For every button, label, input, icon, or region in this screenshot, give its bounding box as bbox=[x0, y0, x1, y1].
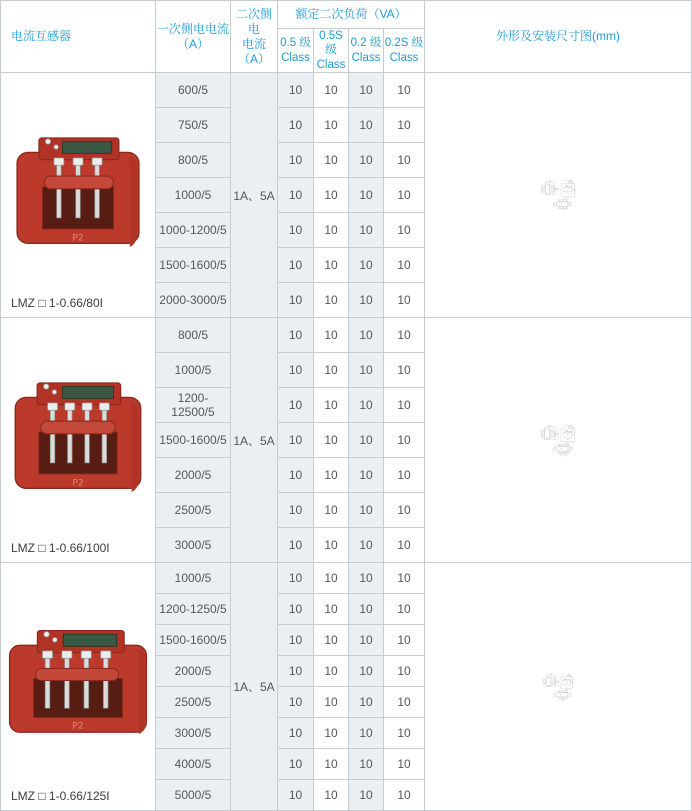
svg-text:10: 10 bbox=[564, 198, 566, 200]
load-cell: 10 bbox=[314, 563, 349, 594]
load-cell: 10 bbox=[349, 248, 384, 283]
load-cell: 10 bbox=[278, 594, 314, 625]
photo-terminal-label: P2 bbox=[72, 720, 83, 731]
load-cell: 10 bbox=[278, 718, 314, 749]
load-cell: 10 bbox=[278, 656, 314, 687]
header-class-05: 0.5 级 Class bbox=[278, 29, 314, 73]
load-cell: 10 bbox=[314, 594, 349, 625]
svg-text:74: 74 bbox=[556, 433, 558, 435]
svg-text:72: 72 bbox=[549, 179, 551, 181]
svg-text:112: 112 bbox=[550, 673, 552, 675]
svg-text:185: 185 bbox=[566, 689, 568, 691]
load-cell: 10 bbox=[349, 493, 384, 528]
svg-text:69: 69 bbox=[549, 426, 551, 428]
model-name: LMZ □ 1-0.66/125I bbox=[11, 789, 110, 803]
load-cell: 10 bbox=[384, 388, 425, 423]
ct-photo-4screw bbox=[7, 352, 149, 502]
primary-cell: 2000-3000/5 bbox=[156, 283, 231, 318]
load-cell: 10 bbox=[314, 656, 349, 687]
load-cell: 10 bbox=[349, 178, 384, 213]
svg-text:2.5: 2.5 bbox=[553, 696, 555, 698]
primary-cell: 4000/5 bbox=[156, 749, 231, 780]
load-cell: 10 bbox=[349, 423, 384, 458]
load-cell: 10 bbox=[349, 528, 384, 563]
load-cell: 10 bbox=[349, 353, 384, 388]
primary-cell: 1000/5 bbox=[156, 563, 231, 594]
top-view bbox=[552, 444, 572, 456]
primary-cell: 5000/5 bbox=[156, 780, 231, 811]
load-cell: 10 bbox=[278, 73, 314, 108]
svg-text:11: 11 bbox=[571, 186, 573, 188]
svg-text:12.5: 12.5 bbox=[572, 181, 574, 184]
svg-text:80: 80 bbox=[567, 189, 569, 191]
load-cell: 10 bbox=[278, 213, 314, 248]
header-primary-line1: 一次侧电电流 bbox=[156, 22, 230, 37]
photo-terminal-label: P2 bbox=[72, 479, 83, 489]
svg-text:54: 54 bbox=[556, 680, 558, 682]
primary-cell: 3000/5 bbox=[156, 528, 231, 563]
product-cell-80 bbox=[1, 73, 156, 318]
secondary-cell: 1A、5A bbox=[231, 73, 278, 318]
load-cell: 10 bbox=[314, 749, 349, 780]
svg-text:77: 77 bbox=[564, 673, 566, 675]
load-cell: 10 bbox=[349, 656, 384, 687]
load-cell: 10 bbox=[278, 625, 314, 656]
load-cell: 10 bbox=[384, 594, 425, 625]
svg-text:23.5: 23.5 bbox=[568, 673, 570, 675]
load-cell: 10 bbox=[349, 73, 384, 108]
load-cell: 10 bbox=[384, 213, 425, 248]
top-view bbox=[553, 690, 571, 701]
svg-text:23.5: 23.5 bbox=[569, 425, 572, 427]
svg-text:43: 43 bbox=[562, 209, 564, 211]
svg-text:83: 83 bbox=[567, 193, 569, 195]
load-cell: 10 bbox=[314, 718, 349, 749]
product-cell-100 bbox=[1, 318, 156, 563]
ct-photo-wide bbox=[4, 601, 152, 747]
primary-cell: 2000/5 bbox=[156, 656, 231, 687]
svg-text:38: 38 bbox=[560, 693, 562, 695]
front-view bbox=[542, 179, 560, 195]
load-cell: 10 bbox=[314, 625, 349, 656]
load-cell: 10 bbox=[314, 353, 349, 388]
svg-text:74: 74 bbox=[557, 680, 559, 682]
primary-cell: 3000/5 bbox=[156, 718, 231, 749]
load-cell: 10 bbox=[314, 423, 349, 458]
svg-text:74: 74 bbox=[556, 188, 558, 190]
load-cell: 10 bbox=[278, 423, 314, 458]
svg-text:106: 106 bbox=[567, 439, 569, 441]
primary-cell: 1200-1250/5 bbox=[156, 594, 231, 625]
load-cell: 10 bbox=[314, 108, 349, 143]
svg-text:38: 38 bbox=[561, 203, 563, 205]
header-diagram: 外形及安装尺寸图(mm) bbox=[425, 1, 692, 73]
product-photo-125 bbox=[1, 563, 155, 810]
svg-text:162: 162 bbox=[567, 443, 569, 445]
primary-cell: 2500/5 bbox=[156, 687, 231, 718]
svg-text:2.5: 2.5 bbox=[552, 451, 554, 453]
primary-cell: 2500/5 bbox=[156, 493, 231, 528]
primary-cell: 800/5 bbox=[156, 143, 231, 178]
load-cell: 10 bbox=[384, 625, 425, 656]
load-cell: 10 bbox=[314, 780, 349, 811]
model-name: LMZ □ 1-0.66/80I bbox=[11, 296, 103, 310]
primary-cell: 2000/5 bbox=[156, 458, 231, 493]
diagram-cell-125 bbox=[425, 563, 692, 811]
front-view bbox=[543, 673, 559, 687]
secondary-cell: 1A、5A bbox=[231, 318, 278, 563]
primary-cell: 1500-1600/5 bbox=[156, 423, 231, 458]
load-cell: 10 bbox=[314, 493, 349, 528]
load-cell: 10 bbox=[278, 563, 314, 594]
header-class-05s: 0.5S 级 Class bbox=[314, 29, 349, 73]
load-cell: 10 bbox=[278, 248, 314, 283]
svg-text:46: 46 bbox=[549, 181, 551, 183]
product-photo-100 bbox=[1, 318, 155, 562]
load-cell: 10 bbox=[278, 780, 314, 811]
load-cell: 10 bbox=[384, 749, 425, 780]
group-100 bbox=[1, 318, 692, 563]
load-cell: 10 bbox=[278, 749, 314, 780]
front-view bbox=[541, 424, 559, 440]
svg-text:77: 77 bbox=[565, 179, 567, 181]
secondary-cell: 1A、5A bbox=[231, 563, 278, 811]
svg-text:104: 104 bbox=[557, 188, 559, 190]
load-cell: 10 bbox=[349, 563, 384, 594]
svg-text:125: 125 bbox=[566, 681, 568, 683]
load-cell: 10 bbox=[278, 687, 314, 718]
svg-text:46: 46 bbox=[571, 434, 573, 436]
load-cell: 10 bbox=[349, 625, 384, 656]
load-cell: 10 bbox=[384, 143, 425, 178]
svg-text:108: 108 bbox=[574, 189, 576, 191]
svg-text:127: 127 bbox=[566, 685, 568, 687]
load-cell: 10 bbox=[384, 687, 425, 718]
header-load: 额定二次负荷（VA） bbox=[278, 1, 425, 29]
load-cell: 10 bbox=[314, 528, 349, 563]
svg-text:32: 32 bbox=[561, 699, 563, 701]
load-cell: 10 bbox=[314, 687, 349, 718]
load-cell: 10 bbox=[384, 73, 425, 108]
svg-text:2.5: 2.5 bbox=[552, 206, 554, 208]
primary-cell: 1500-1600/5 bbox=[156, 625, 231, 656]
load-cell: 10 bbox=[278, 178, 314, 213]
svg-text:38: 38 bbox=[552, 448, 554, 450]
svg-text:104: 104 bbox=[557, 433, 559, 435]
load-cell: 10 bbox=[384, 283, 425, 318]
primary-cell: 1000/5 bbox=[156, 178, 231, 213]
svg-text:38: 38 bbox=[553, 693, 555, 695]
load-cell: 10 bbox=[349, 283, 384, 318]
dimension-drawing-100 bbox=[426, 424, 691, 456]
primary-cell: 1000-1200/5 bbox=[156, 213, 231, 248]
svg-text:69: 69 bbox=[565, 455, 567, 457]
load-cell: 10 bbox=[278, 353, 314, 388]
header-class-02: 0.2 级 Class bbox=[349, 29, 384, 73]
photo-terminal-label: P2 bbox=[72, 234, 83, 244]
load-cell: 10 bbox=[349, 388, 384, 423]
svg-text:43: 43 bbox=[563, 698, 565, 700]
load-cell: 10 bbox=[349, 749, 384, 780]
svg-text:43: 43 bbox=[564, 453, 566, 455]
svg-text:54: 54 bbox=[555, 433, 557, 435]
load-cell: 10 bbox=[278, 528, 314, 563]
svg-text:142: 142 bbox=[567, 198, 569, 200]
side-view bbox=[561, 424, 576, 444]
svg-text:23: 23 bbox=[561, 454, 563, 456]
load-cell: 10 bbox=[384, 108, 425, 143]
header-primary-line2: （A） bbox=[156, 37, 230, 52]
svg-text:116: 116 bbox=[574, 434, 576, 436]
load-cell: 10 bbox=[349, 718, 384, 749]
table-row bbox=[1, 318, 692, 353]
load-cell: 10 bbox=[349, 780, 384, 811]
header-secondary-line3: （A） bbox=[231, 52, 277, 67]
svg-text:91: 91 bbox=[549, 424, 551, 426]
primary-cell: 800/5 bbox=[156, 318, 231, 353]
header-secondary-line1: 二次侧电 bbox=[231, 7, 277, 37]
svg-text:54: 54 bbox=[554, 188, 556, 190]
load-cell: 10 bbox=[278, 108, 314, 143]
primary-cell: 600/5 bbox=[156, 73, 231, 108]
primary-cell: 1500-1600/5 bbox=[156, 248, 231, 283]
header-product-label: 电流互感器 bbox=[11, 29, 71, 43]
header-product bbox=[1, 1, 156, 73]
primary-cell: 1200-12500/5 bbox=[156, 388, 231, 423]
svg-text:12.5: 12.5 bbox=[570, 674, 572, 676]
load-cell: 10 bbox=[314, 283, 349, 318]
header-secondary bbox=[231, 1, 278, 73]
load-cell: 10 bbox=[384, 353, 425, 388]
svg-text:77: 77 bbox=[565, 424, 567, 426]
svg-text:104: 104 bbox=[558, 680, 560, 682]
diagram-cell-100 bbox=[425, 318, 692, 563]
load-cell: 10 bbox=[278, 388, 314, 423]
primary-cell: 750/5 bbox=[156, 108, 231, 143]
svg-text:12.5: 12.5 bbox=[572, 426, 574, 429]
svg-text:46: 46 bbox=[570, 681, 572, 683]
load-cell: 10 bbox=[314, 213, 349, 248]
load-cell: 10 bbox=[349, 594, 384, 625]
primary-cell: 1000/5 bbox=[156, 353, 231, 388]
load-cell: 10 bbox=[278, 318, 314, 353]
load-cell: 10 bbox=[384, 248, 425, 283]
side-view bbox=[560, 673, 574, 691]
svg-text:16: 16 bbox=[571, 431, 573, 433]
load-cell: 10 bbox=[314, 73, 349, 108]
load-cell: 10 bbox=[384, 493, 425, 528]
header-class-02s: 0.2S 级 Class bbox=[384, 29, 425, 73]
dimension-drawing-80 bbox=[426, 179, 691, 211]
svg-text:16: 16 bbox=[569, 678, 571, 680]
load-cell: 10 bbox=[384, 718, 425, 749]
load-cell: 10 bbox=[384, 780, 425, 811]
svg-text:38: 38 bbox=[552, 203, 554, 205]
header-secondary-line2: 电流 bbox=[231, 37, 277, 52]
load-cell: 10 bbox=[384, 528, 425, 563]
load-cell: 10 bbox=[314, 248, 349, 283]
load-cell: 10 bbox=[278, 143, 314, 178]
product-cell-125 bbox=[1, 563, 156, 811]
svg-text:42: 42 bbox=[571, 189, 573, 191]
load-cell: 10 bbox=[349, 108, 384, 143]
svg-text:38: 38 bbox=[561, 448, 563, 450]
side-view bbox=[561, 179, 576, 199]
table-header bbox=[1, 1, 692, 73]
svg-text:96: 96 bbox=[550, 674, 552, 676]
load-cell: 10 bbox=[384, 178, 425, 213]
dimension-drawing-125 bbox=[426, 673, 691, 701]
svg-text:96: 96 bbox=[564, 699, 566, 701]
table-row bbox=[1, 73, 692, 108]
load-cell: 10 bbox=[349, 687, 384, 718]
load-cell: 10 bbox=[384, 423, 425, 458]
top-view bbox=[552, 198, 571, 211]
load-cell: 10 bbox=[278, 458, 314, 493]
diagram-cell-80 bbox=[425, 73, 692, 318]
load-cell: 10 bbox=[314, 318, 349, 353]
load-cell: 10 bbox=[349, 458, 384, 493]
load-cell: 10 bbox=[384, 563, 425, 594]
load-cell: 10 bbox=[349, 143, 384, 178]
load-cell: 10 bbox=[384, 318, 425, 353]
group-125 bbox=[1, 563, 692, 811]
svg-text:23.5: 23.5 bbox=[569, 180, 572, 182]
load-cell: 10 bbox=[384, 458, 425, 493]
header-primary bbox=[156, 1, 231, 73]
load-cell: 10 bbox=[314, 458, 349, 493]
model-name: LMZ □ 1-0.66/100I bbox=[11, 541, 110, 555]
table-row bbox=[1, 563, 692, 594]
load-cell: 10 bbox=[314, 143, 349, 178]
load-cell: 10 bbox=[384, 656, 425, 687]
load-cell: 10 bbox=[314, 388, 349, 423]
load-cell: 10 bbox=[278, 493, 314, 528]
ct-photo-3screw bbox=[9, 107, 147, 257]
svg-text:116: 116 bbox=[572, 681, 574, 683]
load-cell: 10 bbox=[278, 283, 314, 318]
group-80 bbox=[1, 73, 692, 318]
load-cell: 10 bbox=[314, 178, 349, 213]
product-photo-80 bbox=[1, 73, 155, 317]
svg-text:100: 100 bbox=[567, 434, 569, 436]
load-cell: 10 bbox=[349, 318, 384, 353]
load-cell: 10 bbox=[349, 213, 384, 248]
